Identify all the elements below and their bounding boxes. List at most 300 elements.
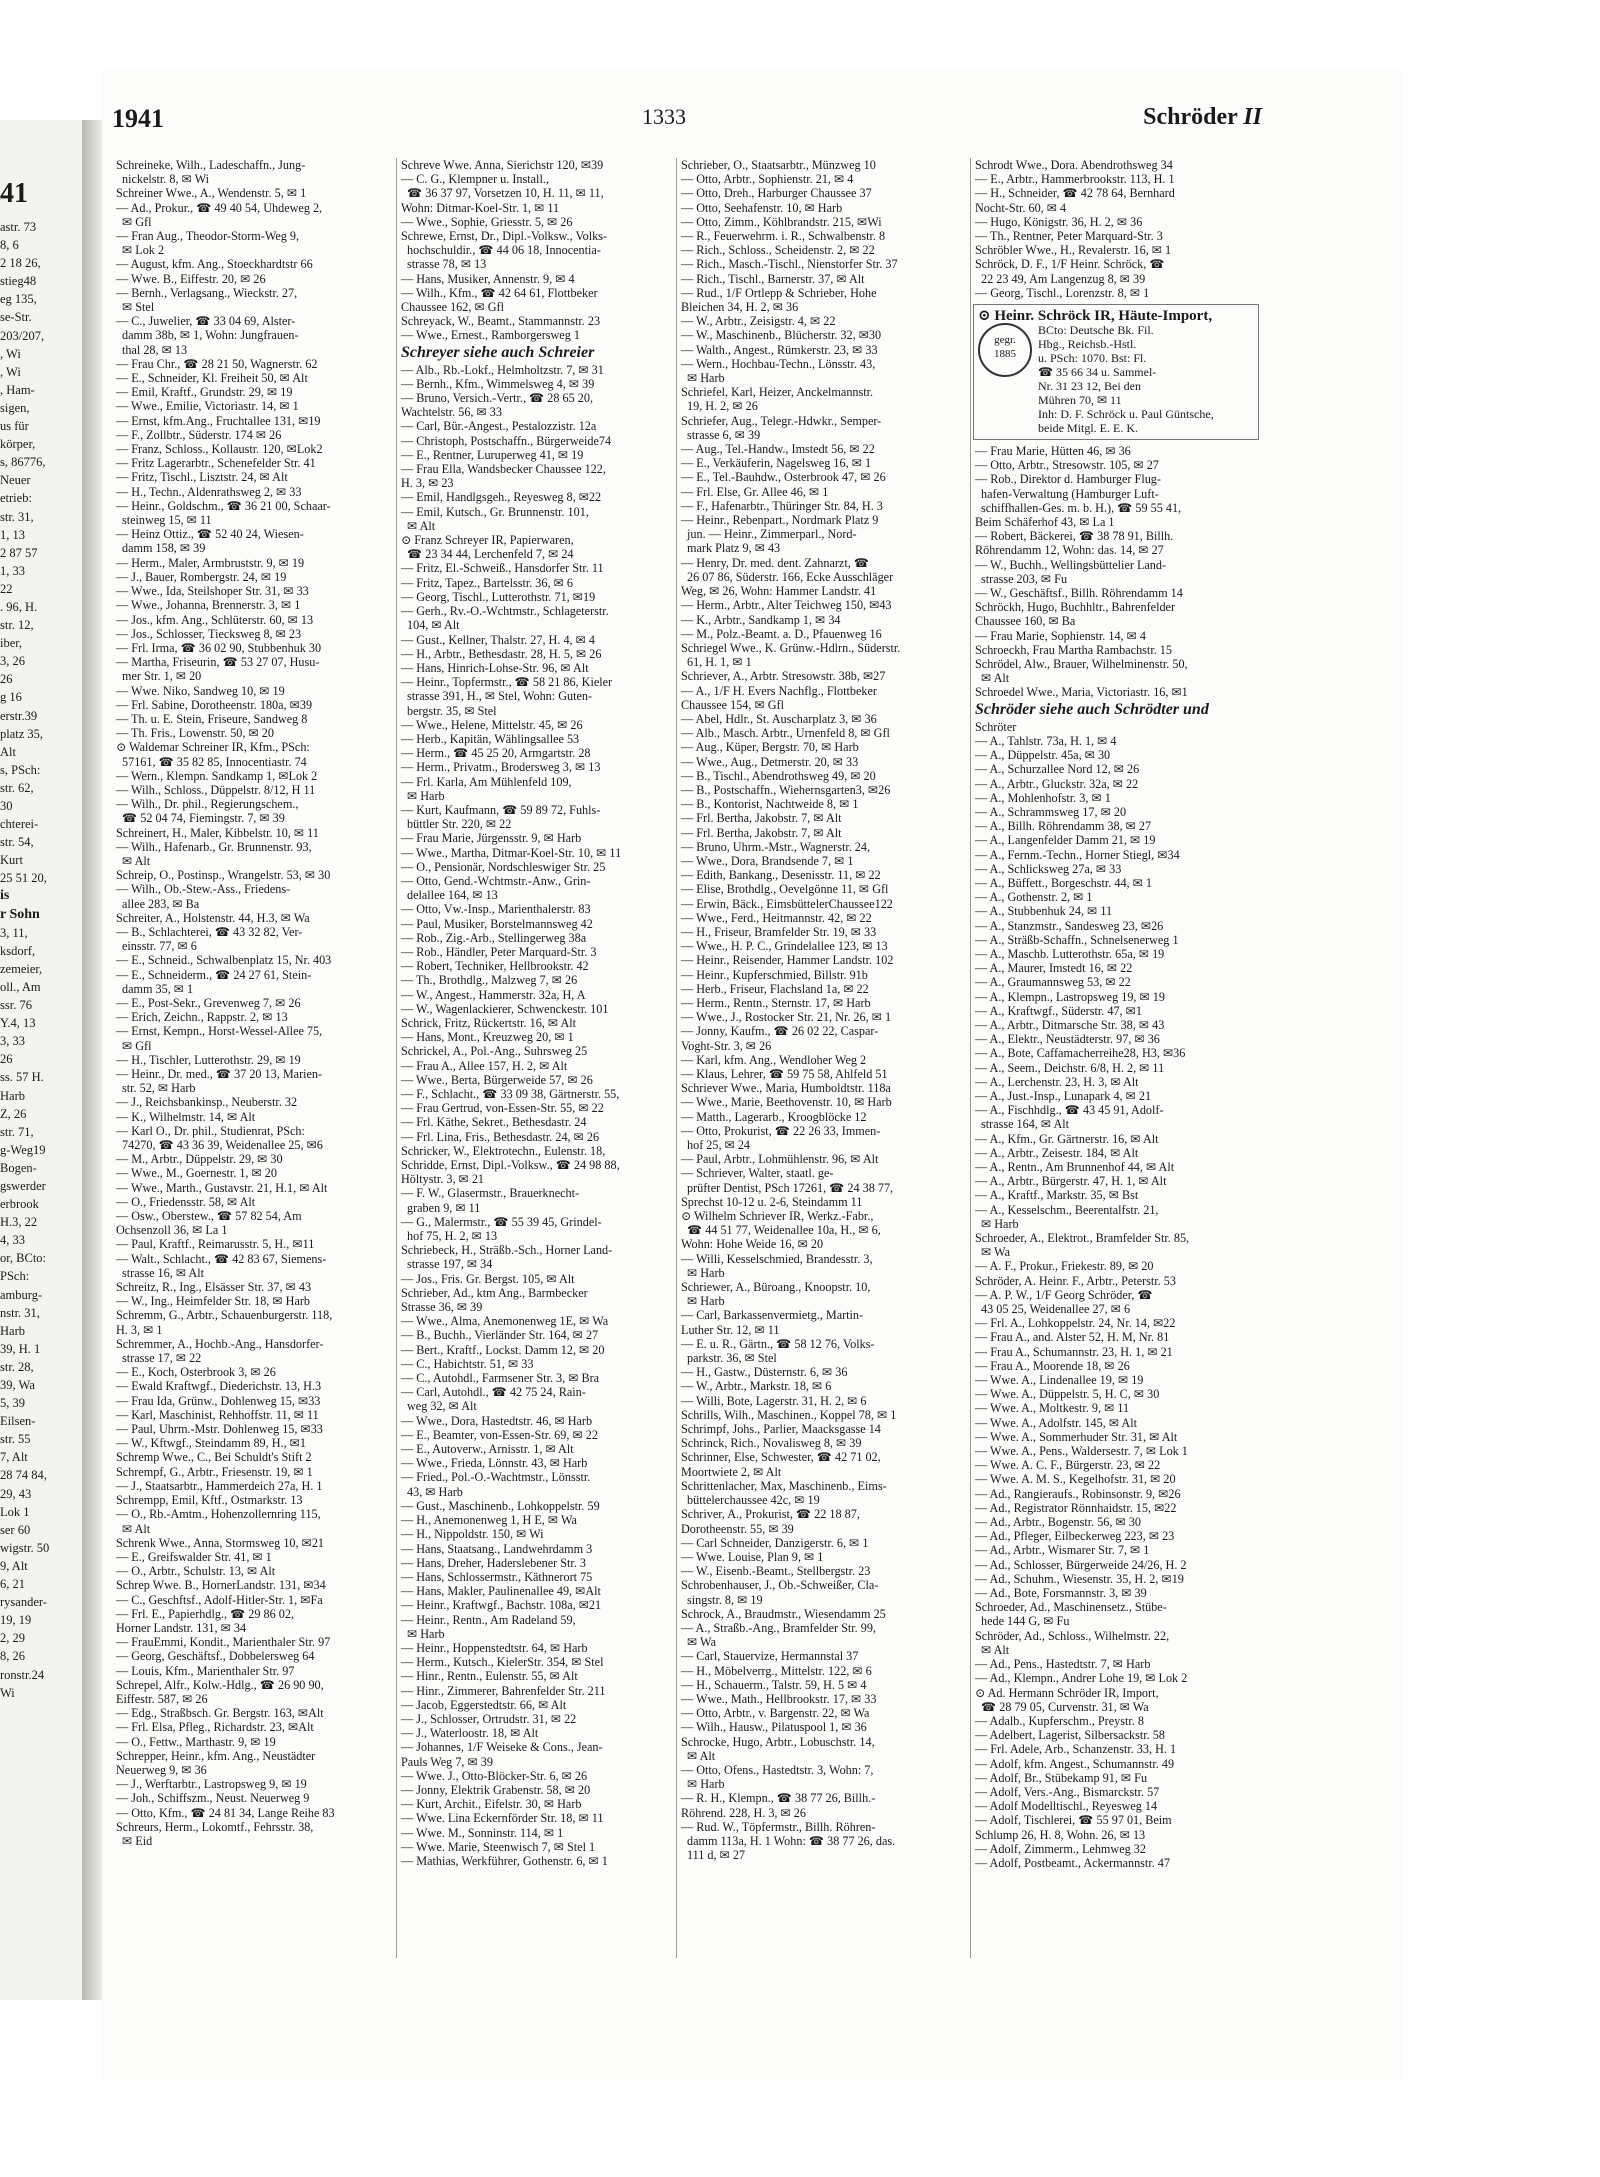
directory-entry-line: — A., Gothenstr. 2, ✉ 1 [975,890,1093,905]
directory-entry-line: ✉ Wa [687,1635,716,1650]
directory-entry-line: — Martha, Friseurin, ☎ 53 27 07, Husu- [116,655,320,670]
directory-entry-line: schiffhallen-Ges. m. b. H.), ☎ 59 55 41, [981,500,1182,515]
directory-entry-line: — Bernh., Verlagsang., Wieckstr. 27, [116,285,298,300]
directory-entry-line: — A., Seem., Deichstr. 6/8, H. 2, ✉ 11 [975,1060,1165,1075]
directory-entry-line: — Hinr., Zimmerer, Bahrenfelder Str. 211 [401,1683,606,1698]
directory-entry-line: — Joh., Schiffszm., Neust. Neuerweg 9 [116,1791,310,1806]
directory-entry-line: Höltystr. 3, ✉ 21 [401,1172,485,1187]
directory-entry-line: — E., Schneider, Kl. Freiheit 50, ✉ Alt [116,371,308,386]
directory-entry-line: 74270, ☎ 43 36 39, Weidenallee 25, ✉6 [122,1138,323,1153]
directory-entry-line: — Robert, Techniker, Hellbrookstr. 42 [401,959,589,974]
left-page-line: r Sohn [0,906,40,922]
directory-entry-line: — Willi, Kesselschmied, Brandesstr. 3, [681,1251,873,1266]
directory-entry-line: hof 75, H. 2, ✉ 13 [407,1229,498,1244]
directory-entry-line: Schreyack, W., Beamt., Stammannstr. 23 [401,314,601,329]
directory-entry-line: — Adolf, Tischlerei, ☎ 55 97 01, Beim [975,1813,1172,1828]
directory-entry-line: — A., Arbtr., Zeisestr. 184, ✉ Alt [975,1145,1139,1160]
directory-entry-line: Schrobenhauser, J., Ob.-Schweißer, Cla- [681,1578,879,1593]
directory-entry-line: Beim Schäferhof 43, ✉ La 1 [975,515,1115,530]
directory-entry-line: — Carl, Autohdl., ☎ 42 75 24, Rain- [401,1385,586,1400]
directory-entry-line: ✉ Lok 2 [122,243,165,258]
directory-entry-line: allee 283, ✉ Ba [122,896,200,911]
directory-entry-line: Schriewer, A., Büroang., Knoopstr. 10, [681,1280,871,1295]
directory-entry-line: — Frl. Else, Gr. Allee 46, ✉ 1 [681,484,829,499]
directory-entry-line: — Walth., Angest., Rümkerstr. 23, ✉ 33 [681,342,878,357]
directory-entry-line: — J., Staatsarbtr., Hammerdeich 27a, H. 1 [116,1478,323,1493]
directory-entry-line: — Heinz Ottiz., ☎ 52 40 24, Wiesen- [116,527,304,542]
advertisement-line: u. PSch: 1070. Bst: Fl. [1038,351,1147,366]
directory-entry-line: — E., Rentner, Luruperweg 41, ✉ 19 [401,447,584,462]
directory-entry-line: — H., Anemonenweg 1, H E, ✉ Wa [401,1513,577,1528]
directory-entry-line: Schrempf, G., Arbtr., Friesenstr. 19, ✉ 1 [116,1464,313,1479]
directory-entry-line: — Wwe., Johanna, Brennerstr. 3, ✉ 1 [116,598,301,613]
directory-entry-line: — Ad., Schlosser, Bürgerweide 24/26, H. 2 [975,1557,1187,1572]
left-page-line: str. 54, [0,835,34,850]
directory-entry-line: — Th. Fris., Lowenstr. 50, ✉ 20 [116,726,274,741]
directory-entry-line: Dorotheenstr. 55, ✉ 39 [681,1521,794,1536]
directory-entry-line: Schrempp, Emil, Kftf., Ostmarkstr. 13 [116,1493,303,1508]
directory-entry-line: — Ad., Rangieraufs., Robinsonstr. 9, ✉26 [975,1486,1181,1501]
directory-entry-line: thal 28, ✉ 13 [122,342,188,357]
directory-entry-line: — Wwe. M., Sonninstr. 114, ✉ 1 [401,1825,564,1840]
directory-entry-line: Schriegel Wwe., K. Grünw.-Hdlrn., Süderstr. [681,640,901,655]
directory-entry-line: ✉ Harb [407,788,445,803]
directory-entry-line: — Bernh., Kfm., Wimmelsweg 4, ✉ 39 [401,376,595,391]
directory-entry-line: — A., Stanzmstr., Sandesweg 23, ✉26 [975,918,1164,933]
directory-entry-line: — Rud., 1/F Ortlepp & Schrieber, Hohe [681,285,877,300]
advertisement-line: beide Mitgl. E. E. K. [1038,421,1138,436]
left-page-fragment [0,120,84,2000]
directory-entry-line: Schreve Wwe. Anna, Sierichstr 120, ✉39 [401,158,604,172]
directory-entry-line: — Frau Ella, Wandsbecker Chaussee 122, [401,462,606,477]
left-page-line: 1, 13 [0,527,25,542]
directory-entry-line: — Wwe., J., Rostocker Str. 21, Nr. 26, ✉ 1 [681,1010,892,1025]
directory-entry-line: — B., Buchh., Vierländer Str. 164, ✉ 27 [401,1328,599,1343]
directory-entry-line: — Th., Brothdlg., Malzweg 7, ✉ 26 [401,973,578,988]
directory-entry-line: — Adolf, Br., Stübekamp 91, ✉ Fu [975,1770,1148,1785]
left-page-line: 3, 11, [0,925,28,940]
left-page-line: us für [0,419,29,434]
directory-entry-line: — A., Maschb. Lutterothstr. 65a, ✉ 19 [975,946,1165,961]
directory-entry-line: Strasse 36, ✉ 39 [401,1300,483,1315]
left-page-line: . 96, H. [0,599,38,614]
directory-entry-line: — Alb., Rb.-Lokf., Helmholtzstr. 7, ✉ 31 [401,362,604,377]
left-page-line: Harb [0,1323,25,1338]
header-running-title: Schröder II [1143,104,1262,130]
left-page-line: Harb [0,1088,25,1103]
directory-entry-line: büttelerchaussee 42c, ✉ 19 [687,1493,820,1508]
directory-entry-line: ✉ Stel [122,300,155,315]
left-page-line: 3, 33 [0,1034,25,1049]
directory-entry-line: — Carl, Stauervize, Hermannstal 37 [681,1649,859,1664]
directory-entry-line: — Heinr., Topfermstr., ☎ 58 21 86, Kieler [401,675,613,690]
directory-entry-line: — Frau A., and. Alster 52, H. M, Nr. 81 [975,1330,1170,1345]
directory-entry-line: Schreineke, Wilh., Ladeschaffn., Jung- [116,158,306,172]
directory-entry-line: — Jos., kfm. Ang., Schlüterstr. 60, ✉ 13 [116,612,314,627]
directory-entry-line: — A., Billh. Röhrendamm 38, ✉ 27 [975,819,1152,834]
directory-entry-line: — Wwe. A., Düppelstr. 5, H. C, ✉ 30 [975,1387,1160,1402]
left-page-line: wigstr. 50 [0,1540,50,1555]
directory-entry-line: Röhrend. 228, H. 3, ✉ 26 [681,1805,806,1820]
directory-entry-line: — Georg, Tischl., Lorenzstr. 8, ✉ 1 [975,285,1150,300]
directory-entry-line: — Wilh., Schloss., Düppelstr. 8/12, H 11 [116,782,316,797]
directory-entry-line: ✉ Gfl [122,214,152,229]
directory-entry-line: — W., Arbtr., Zeisigstr. 4, ✉ 22 [681,314,836,329]
directory-entry-line: — Erwin, Bäck., EimsbüttelerChaussee122 [681,896,893,911]
directory-entry-line: — Fritz, Tapez., Bartelsstr. 36, ✉ 6 [401,575,573,590]
directory-entry-line: strasse 203, ✉ Fu [981,571,1068,586]
left-page-line: is [0,888,10,904]
directory-entry-line: Schrödel, Alw., Brauer, Wilhelminenstr. 50, [975,657,1188,672]
directory-entry-line: — Rud. W., Töpfermstr., Billh. Röhren- [681,1819,876,1834]
directory-entry-line: — F., Hafenarbtr., Thüringer Str. 84, H. 3 [681,498,883,513]
directory-entry-line: Chaussee 160, ✉ Ba [975,614,1076,629]
directory-entry-line: 43 05 25, Weidenallee 27, ✉ 6 [981,1302,1131,1317]
directory-entry-line: — Herm., Rentn., Sternstr. 17, ✉ Harb [681,995,871,1010]
directory-entry-line: Wohn: Hohe Weide 16, ✉ 20 [681,1237,824,1252]
left-page-line: 2, 29 [0,1631,25,1646]
directory-entry-line: ✉ Harb [407,1626,445,1641]
directory-entry-line: — Wwe., Emilie, Victoriastr. 14, ✉ 1 [116,399,299,414]
directory-entry-line: — Karl O., Dr. phil., Studienrat, PSch: [116,1123,305,1138]
directory-entry-line: — Wwe. A. M. S., Kegelhofstr. 31, ✉ 20 [975,1472,1176,1487]
directory-entry-line: Schröder, A. Heinr. F., Arbtr., Peterstr. 53 [975,1273,1176,1288]
left-page-line: ksdorf, [0,943,36,958]
directory-entry-line: — Schriever, Walter, staatl. ge- [681,1166,834,1181]
directory-entry-line: — Frau Chr., ☎ 28 21 50, Wagnerstr. 62 [116,356,318,371]
left-page-line: 30 [0,799,13,813]
directory-entry-line: — A., Fernm.-Techn., Horner Stiegl, ✉34 [975,847,1180,862]
directory-entry-line: — Paul, Musiker, Borstelmannsweg 42 [401,916,593,931]
directory-entry-line: — F., Schlacht., ☎ 33 09 38, Gärtnerstr. 55, [401,1087,620,1101]
directory-entry-line: — A., Kraftf., Markstr. 35, ✉ Bst [975,1188,1139,1203]
directory-entry-line: — Wwe. A., Adolfstr. 145, ✉ Alt [975,1415,1137,1430]
directory-entry-line: — C., Habichtstr. 51, ✉ 33 [401,1356,534,1371]
directory-entry-line: Schrepel, Alfr., Kolw.-Hdlg., ☎ 26 90 90, [116,1677,324,1692]
directory-column-2 [396,158,673,1958]
directory-entry-line: — August, kfm. Ang., Stoeckhardtstr 66 [116,257,313,272]
directory-entry-line: — Wwe. A., Lindenallee 19, ✉ 19 [975,1373,1144,1388]
directory-entry-line: Horner Landstr. 131, ✉ 34 [116,1620,247,1635]
directory-entry-line: — Frl. Sabine, Dorotheenstr. 180a, ✉39 [116,697,313,712]
directory-entry-line: — Wwe., Dora, Brandsende 7, ✉ 1 [681,853,854,868]
directory-entry-line: — Wwe., Aug., Detmerstr. 20, ✉ 33 [681,754,859,769]
directory-entry-line: — Frau Marie, Hütten 46, ✉ 36 [975,444,1131,459]
directory-entry-line: — Gust., Maschinenb., Lohkoppelstr. 59 [401,1498,600,1513]
advertisement-line: Inh: D. F. Schröck u. Paul Güntsche, [1038,407,1214,422]
directory-entry-line: Schriever, A., Arbtr. Stresowstr. 38b, ✉27 [681,669,886,684]
directory-entry-line: — Ad., Klempn., Andrer Lohe 19, ✉ Lok 2 [975,1671,1188,1686]
directory-entry-line: — Heinr., Rebenpart., Nordmark Platz 9 [681,513,879,528]
directory-entry-line: — Adelbert, Lagerist, Silbersackstr. 58 [975,1728,1165,1743]
page-header [112,104,1262,144]
directory-entry-line: Voght-Str. 3, ✉ 26 [681,1038,772,1053]
left-page-line: Neuer [0,473,31,488]
directory-entry-line: — Georg, Tischl., Lutterothstr. 71, ✉19 [401,589,596,604]
directory-entry-line: Pauls Weg 7, ✉ 39 [401,1754,493,1769]
directory-entry-line: — B., Kontorist, Nachtweide 8, ✉ 1 [681,797,859,812]
directory-entry-line: — K., Wilhelmstr. 14, ✉ Alt [116,1109,256,1124]
directory-entry-line: — Otto, Arbtr., Sophienstr. 21, ✉ 4 [681,172,854,187]
directory-entry-line: mark Platz 9, ✉ 43 [687,541,781,556]
directory-entry-line: — Frau Ida, Grünw., Dohlenweg 15, ✉33 [116,1393,321,1408]
directory-entry-line: Schrick, Fritz, Rückertstr. 16, ✉ Alt [401,1015,577,1030]
directory-entry-line: Schrittenlacher, Max, Maschinenb., Eims- [681,1478,887,1493]
directory-entry-line: strasse 391, H., ✉ Stel, Wohn: Guten- [407,689,593,704]
directory-entry-line: — Hans, Musiker, Annenstr. 9, ✉ 4 [401,271,575,286]
directory-entry-line: — Hans, Schlossermstr., Käthnerort 75 [401,1569,593,1584]
directory-entry-line: — Ad., Bote, Forsmannstr. 3, ✉ 39 [975,1586,1147,1601]
directory-entry-line: — Heinr., Hoppenstedtstr. 64, ✉ Harb [401,1640,588,1655]
directory-entry-line: — A., Arbtr., Bürgerstr. 47, H. 1, ✉ Alt [975,1174,1167,1189]
left-page-line: Eilsen- [0,1414,36,1429]
directory-entry-line: — A. F., Prokur., Friekestr. 89, ✉ 20 [975,1259,1154,1274]
directory-entry-line: — Paul, Uhrm.-Mstr. Dohlenweg 15, ✉33 [116,1422,323,1437]
left-page-line: 26 [0,1052,13,1067]
directory-entry-line: — Otto, Gend.-Wchtmstr.-Anw., Grin- [401,873,591,888]
directory-entry-line: Schreip, O., Postinsp., Wrangelstr. 53, ✉ 30 [116,868,331,883]
directory-entry-line: — Wwe. A., Moltkestr. 9, ✉ 11 [975,1401,1130,1416]
directory-entry-line: — O., Friedensstr. 58, ✉ Alt [116,1194,256,1209]
directory-entry-line: — Wwe., Dora, Hastedtstr. 46, ✉ Harb [401,1413,593,1428]
directory-entry-line: ✉ Harb [981,1216,1019,1231]
directory-entry-line: ⊙ Waldemar Schreiner IR, Kfm., PSch: [116,740,310,755]
directory-entry-line: Schlump 26, H. 8, Wohn. 26, ✉ 13 [975,1827,1146,1842]
left-page-line: ss. 57 H. [0,1070,44,1085]
directory-entry-line: — Otto, Dreh., Harburger Chaussee 37 [681,186,872,201]
directory-entry-line: Schriefer, Aug., Telegr.-Hdwkr., Semper- [681,413,882,428]
left-page-line: platz 35, [0,726,44,741]
directory-entry-line: — Osw., Oberstew., ☎ 57 82 54, Am [116,1209,302,1224]
directory-entry-line: Schröder, Ad., Schloss., Wilhelmstr. 22, [975,1628,1170,1643]
directory-entry-line: — Jos., Schlosser, Tiecksweg 8, ✉ 23 [116,626,302,641]
left-page-line: Alt [0,744,16,759]
directory-entry-line: — Ernst, kfm.Ang., Fruchtallee 131, ✉19 [116,413,321,428]
directory-entry-line: — A., Tahlstr. 73a, H. 1, ✉ 4 [975,733,1117,748]
directory-entry-line: Schriver, A., Prokurist, ☎ 22 18 87, [681,1507,860,1522]
directory-entry-line: — Willi, Bote, Lagerstr. 31, H. 2, ✉ 6 [681,1393,867,1408]
directory-entry-line: — Ernst, Kempn., Horst-Wessel-Allee 75, [116,1024,323,1039]
directory-entry-line: — Adalb., Kupferschm., Preystr. 8 [975,1713,1144,1728]
directory-entry-line: — Louis, Kfm., Marienthaler Str. 97 [116,1663,295,1678]
left-page-lines [0,218,82,1702]
directory-entry-line: — Frl. Bertha, Jakobstr. 7, ✉ Alt [681,825,842,840]
directory-entry-line: strasse 16, ✉ Alt [122,1265,204,1280]
directory-entry-line: — Adolf, kfm. Angest., Schumannstr. 49 [975,1756,1175,1771]
directory-entry-line: — Herb., Kapitän, Wählingsallee 53 [401,731,580,746]
directory-entry-line: ☎ 23 34 44, Lerchenfeld 7, ✉ 24 [407,547,574,562]
directory-entry-line: — A., Straßb.-Ang., Bramfelder Str. 99, [681,1620,876,1635]
directory-entry-line: — A., Schurzallee Nord 12, ✉ 26 [975,762,1140,777]
directory-entry-line: Schrewe, Ernst, Dr., Dipl.-Volksw., Volks- [401,229,608,244]
left-page-line: g-Weg19 [0,1142,46,1157]
directory-entry-line: — F., Zollbtr., Süderstr. 174 ✉ 26 [116,427,282,442]
directory-entry-line: ✉ Alt [687,1748,716,1763]
directory-entry-line: — Otto, Arbtr., Stresowstr. 105, ✉ 27 [975,458,1159,473]
directory-entry-line: — Ad., Pens., Hastedtstr. 7, ✉ Harb [975,1657,1151,1672]
directory-entry-line: — R., Feuerwehrm. i. R., Schwalbenstr. 8 [681,229,886,244]
directory-entry-line: — Kurt, Kaufmann, ☎ 59 89 72, Fuhls- [401,802,601,817]
directory-entry-line: — A., Sträßb-Schaffn., Schnelsenerweg 1 [975,932,1179,947]
directory-entry-line: Eiffestr. 587, ✉ 26 [116,1691,208,1706]
directory-entry-line: — B., Schlachterei, ☎ 43 32 82, Ver- [116,924,303,939]
directory-entry-line: — Georg, Geschäftsf., Dobbelersweg 64 [116,1649,315,1664]
directory-entry-line: — Frau A., Moorende 18, ✉ 26 [975,1358,1130,1373]
directory-entry-line: bergstr. 35, ✉ Stel [407,703,497,718]
directory-entry-line: — A., Fischhdlg., ☎ 43 45 91, Adolf- [975,1103,1164,1118]
directory-entry-line: 22 23 49, Am Langenzug 8, ✉ 39 [981,271,1146,286]
directory-entry-line: — Otto, Seehafenstr. 10, ✉ Harb [681,200,843,215]
directory-entry-line: — Heinr., Rentn., Am Radeland 59, [401,1612,576,1627]
directory-entry-line: — E., Arbtr., Hammerbrookstr. 113, H. 1 [975,172,1175,187]
directory-entry-line: 61, H. 1, ✉ 1 [687,655,752,670]
directory-entry-line: damm 158, ✉ 39 [122,541,206,556]
left-page-line: zemeier, [0,961,43,976]
directory-entry-line: Ochsenzoll 36, ✉ La 1 [116,1223,228,1238]
directory-entry-line: — A., Schlicksweg 27a, ✉ 33 [975,861,1122,876]
directory-entry-line: — W., Ing., Heimfelder Str. 18, ✉ Harb [116,1294,311,1309]
page-margin-right [1402,70,1600,2080]
directory-entry-line: mer Str. 1, ✉ 20 [122,669,202,684]
directory-entry-line: — Otto, Prokurist, ☎ 22 26 33, Immen- [681,1123,881,1138]
directory-entry-line: — Hans, Mont., Kreuzweg 20, ✉ 1 [401,1030,574,1045]
directory-entry-line: — W., Buchh., Wellingsbüttelier Land- [975,557,1167,572]
directory-entry-line: — Paul, Kraftf., Reimarusstr. 5, H., ✉11 [116,1237,315,1252]
left-page-line: etrieb: [0,491,32,506]
directory-entry-line: — A. P. W., 1/F Georg Schröder, ☎ [975,1287,1153,1302]
directory-entry-line: — Wwe., Marie, Beethovenstr. 10, ✉ Harb [681,1095,892,1110]
left-page-line: rysander- [0,1595,47,1610]
directory-entry-line: 26 07 86, Süderstr. 166, Ecke Ausschläger [687,569,894,584]
directory-entry-line: — Herm., Maler, Armbruststr. 9, ✉ 19 [116,555,305,570]
directory-entry-line: — Ad., Arbtr., Bogenstr. 56, ✉ 30 [975,1515,1141,1530]
directory-entry-line: — A., Lerchenstr. 23, H. 3, ✉ Alt [975,1074,1139,1089]
business-advertisement [973,304,1259,440]
directory-entry-line: Schreinert, H., Maler, Kibbelstr. 10, ✉ 11 [116,825,319,840]
left-page-line: str. 55 [0,1432,31,1447]
left-page-line: 39, H. 1 [0,1341,41,1356]
left-page-line: 39, Wa [0,1378,35,1392]
directory-entry-line: — Wilh., Ob.-Stew.-Ass., Friedens- [116,882,291,897]
directory-entry-line: — A., Rentn., Am Brunnenhof 44, ✉ Alt [975,1159,1175,1174]
directory-entry-line: — Hinr., Rentn., Eulenstr. 55, ✉ Alt [401,1669,578,1684]
directory-entry-line: — Wwe., Ida, Steilshoper Str. 31, ✉ 33 [116,584,309,599]
left-page-line: ronstr.24 [0,1667,45,1682]
directory-entry-line: Schreiter, A., Holstenstr. 44, H.3, ✉ Wa [116,910,310,925]
left-page-line: , Wi [0,364,21,379]
directory-entry-line: hochschuldir., ☎ 44 06 18, Innocentia- [407,243,601,258]
directory-entry-line: — Matth., Lagerarb., Kroogblöcke 12 [681,1109,867,1124]
directory-entry-line: strasse 197, ✉ 34 [407,1257,493,1272]
directory-entry-line: — Herm., Kutsch., KielerStr. 354, ✉ Stel [401,1655,604,1670]
directory-entry-line: — A., Bote, Caffamacherreihe28, H3, ✉36 [975,1046,1186,1061]
directory-entry-line: — Klaus, Lehrer, ☎ 59 75 58, Ahlfeld 51 [681,1067,888,1081]
left-page-line: iber, [0,636,23,651]
directory-entry-line: — C., Autohdl., Farmsener Str. 3, ✉ Bra [401,1371,600,1386]
directory-entry-line: weg 32, ✉ Alt [407,1399,477,1414]
directory-entry-line: — Wwe., Martha, Ditmar-Koel-Str. 10, ✉ 11 [401,845,622,860]
directory-entry-line: — Frl. Irma, ☎ 36 02 90, Stubbenhuk 30 [116,640,322,655]
directory-entry-line: — Wilh., Hausw., Pilatuspool 1, ✉ 36 [681,1720,867,1735]
directory-entry-line: ✉ Gfl [122,1038,152,1053]
directory-column-3 [676,158,967,1958]
directory-entry-line: — M., Arbtr., Düppelstr. 29, ✉ 30 [116,1152,283,1167]
directory-entry-line: — Adolf, Zimmerm., Lehmweg 32 [975,1841,1146,1856]
left-page-line: Z, 26 [0,1106,27,1121]
directory-entry-line: Schrocke, Hugo, Arbtr., Lobuschstr. 14, [681,1734,875,1749]
directory-entry-line: delallee 164, ✉ 13 [407,888,498,903]
directory-entry-line: — M., Polz.-Beamt. a. D., Pfauenweg 16 [681,626,882,641]
left-page-line: str. 62, [0,780,34,795]
directory-entry-line: strasse 6, ✉ 39 [687,427,761,442]
directory-entry-line: Schroedel Wwe., Maria, Victoriastr. 16, ✉1 [975,685,1188,700]
directory-entry-line: — Wwe., Alma, Anemonenweg 1E, ✉ Wa [401,1314,609,1329]
directory-entry-line: — E. u. R., Gärtn., ☎ 58 12 76, Volks- [681,1336,875,1351]
left-page-line: s, PSch: [0,762,41,777]
left-page-line: 4, 33 [0,1233,25,1248]
directory-entry-line: Schriefel, Karl, Heizer, Anckelmannstr. [681,385,874,400]
left-page-line: körper, [0,437,36,452]
directory-entry-line: — Frl. Käthe, Sekret., Bethesdastr. 24 [401,1115,587,1130]
directory-entry-line: 104, ✉ Alt [407,618,460,633]
directory-entry-line: Schrodt Wwe., Dora. Abendrothsweg 34 [975,158,1173,172]
directory-entry-line: — Jonny, Elektrik Grabenstr. 58, ✉ 20 [401,1782,591,1797]
directory-entry-line: ⊙ Wilhelm Schriever IR, Werkz.-Fabr., [681,1209,874,1224]
directory-entry-line: ☎ 52 04 74, Fiemingstr. 7, ✉ 39 [122,811,285,826]
directory-entry-line: — W., Wagenlackierer, Schwenckestr. 101 [401,1001,609,1016]
directory-entry-line: — Frl. Elsa, Pfleg., Richardstr. 23, ✉Alt [116,1720,314,1735]
left-page-line: eg 135, [0,292,37,307]
advertisement-title: ⊙ Heinr. Schröck IR, Häute-Import, [978,308,1213,325]
directory-entry-line: ✉ Alt [981,1642,1010,1657]
directory-entry-line: — A., Maurer, Imstedt 16, ✉ 22 [975,961,1133,976]
directory-entry-line: Schriebeck, H., Sträßb.-Sch., Horner Land- [401,1243,613,1258]
directory-entry-line: — E., Greifswalder Str. 41, ✉ 1 [116,1549,272,1564]
left-page-line: Lok 1 [0,1504,30,1519]
advertisement-line: ☎ 35 66 34 u. Sammel- [1038,365,1157,380]
directory-entry-line: — W., Arbtr., Markstr. 18, ✉ 6 [681,1379,832,1394]
directory-entry-line: ✉ Alt [981,671,1010,686]
directory-entry-line: — Edith, Bankang., Desenisstr. 11, ✉ 22 [681,868,881,883]
left-page-header: 41 [0,178,28,209]
directory-entry-line: — W., Maschinenb., Blücherstr. 32, ✉30 [681,328,882,343]
directory-entry-line: ⊙ Ad. Hermann Schröder IR, Import, [975,1685,1159,1700]
directory-entry-line: damm 38b, ✉ 1, Wohn: Jungfrauen- [122,328,299,343]
directory-entry-line: — Rob., Direktor d. Hamburger Flug- [975,472,1161,487]
directory-entry-line: — Heinr., Dr. med., ☎ 37 20 13, Marien- [116,1067,323,1081]
directory-entry-line: Chaussee 162, ✉ Gfl [401,300,504,315]
directory-entry-line: Schroeder, Ad., Maschinensetz., Stübe- [975,1600,1167,1615]
directory-column-1 [112,158,392,1958]
directory-entry-line: — Kurt, Archit., Eifelstr. 30, ✉ Harb [401,1797,582,1812]
left-page-line: s, 86776, [0,455,46,470]
directory-entry-line: — Wwe., Ferd., Heitmannstr. 42, ✉ 22 [681,910,872,925]
directory-entry-line: Schroeckh, Frau Martha Rambachstr. 15 [975,642,1172,657]
directory-entry-line: damm 35, ✉ 1 [122,981,194,996]
directory-entry-line: Schrep Wwe. B., HornerLandstr. 131, ✉34 [116,1578,326,1593]
directory-entry-line: Schricker, W., Elektrotechn., Eulenstr. 18, [401,1143,606,1158]
directory-entry-line: — Robert, Bäckerei, ☎ 38 78 91, Billh. [975,529,1174,544]
directory-entry-line: — Hans, Makler, Paulinenallee 49, ✉Alt [401,1584,601,1599]
directory-entry-line: — Otto, Vw.-Insp., Marienthalerstr. 83 [401,902,591,917]
directory-entry-line: — H., Nippoldstr. 150, ✉ Wi [401,1527,544,1542]
advertisement-line: BCto: Deutsche Bk. Fil. [1038,323,1154,338]
directory-entry-line: — Wwe. J., Otto-Blöcker-Str. 6, ✉ 26 [401,1768,588,1783]
directory-entry-line: — Erich, Zeichn., Rappstr. 2, ✉ 13 [116,1010,288,1025]
directory-entry-line: — Gust., Kellner, Thalstr. 27, H. 4, ✉ 4 [401,632,595,647]
advertisement-line: Nr. 31 23 12, Bei den [1038,379,1141,394]
directory-entry-line: — Paul, Arbtr., Lohmühlenstr. 96, ✉ Alt [681,1152,879,1167]
